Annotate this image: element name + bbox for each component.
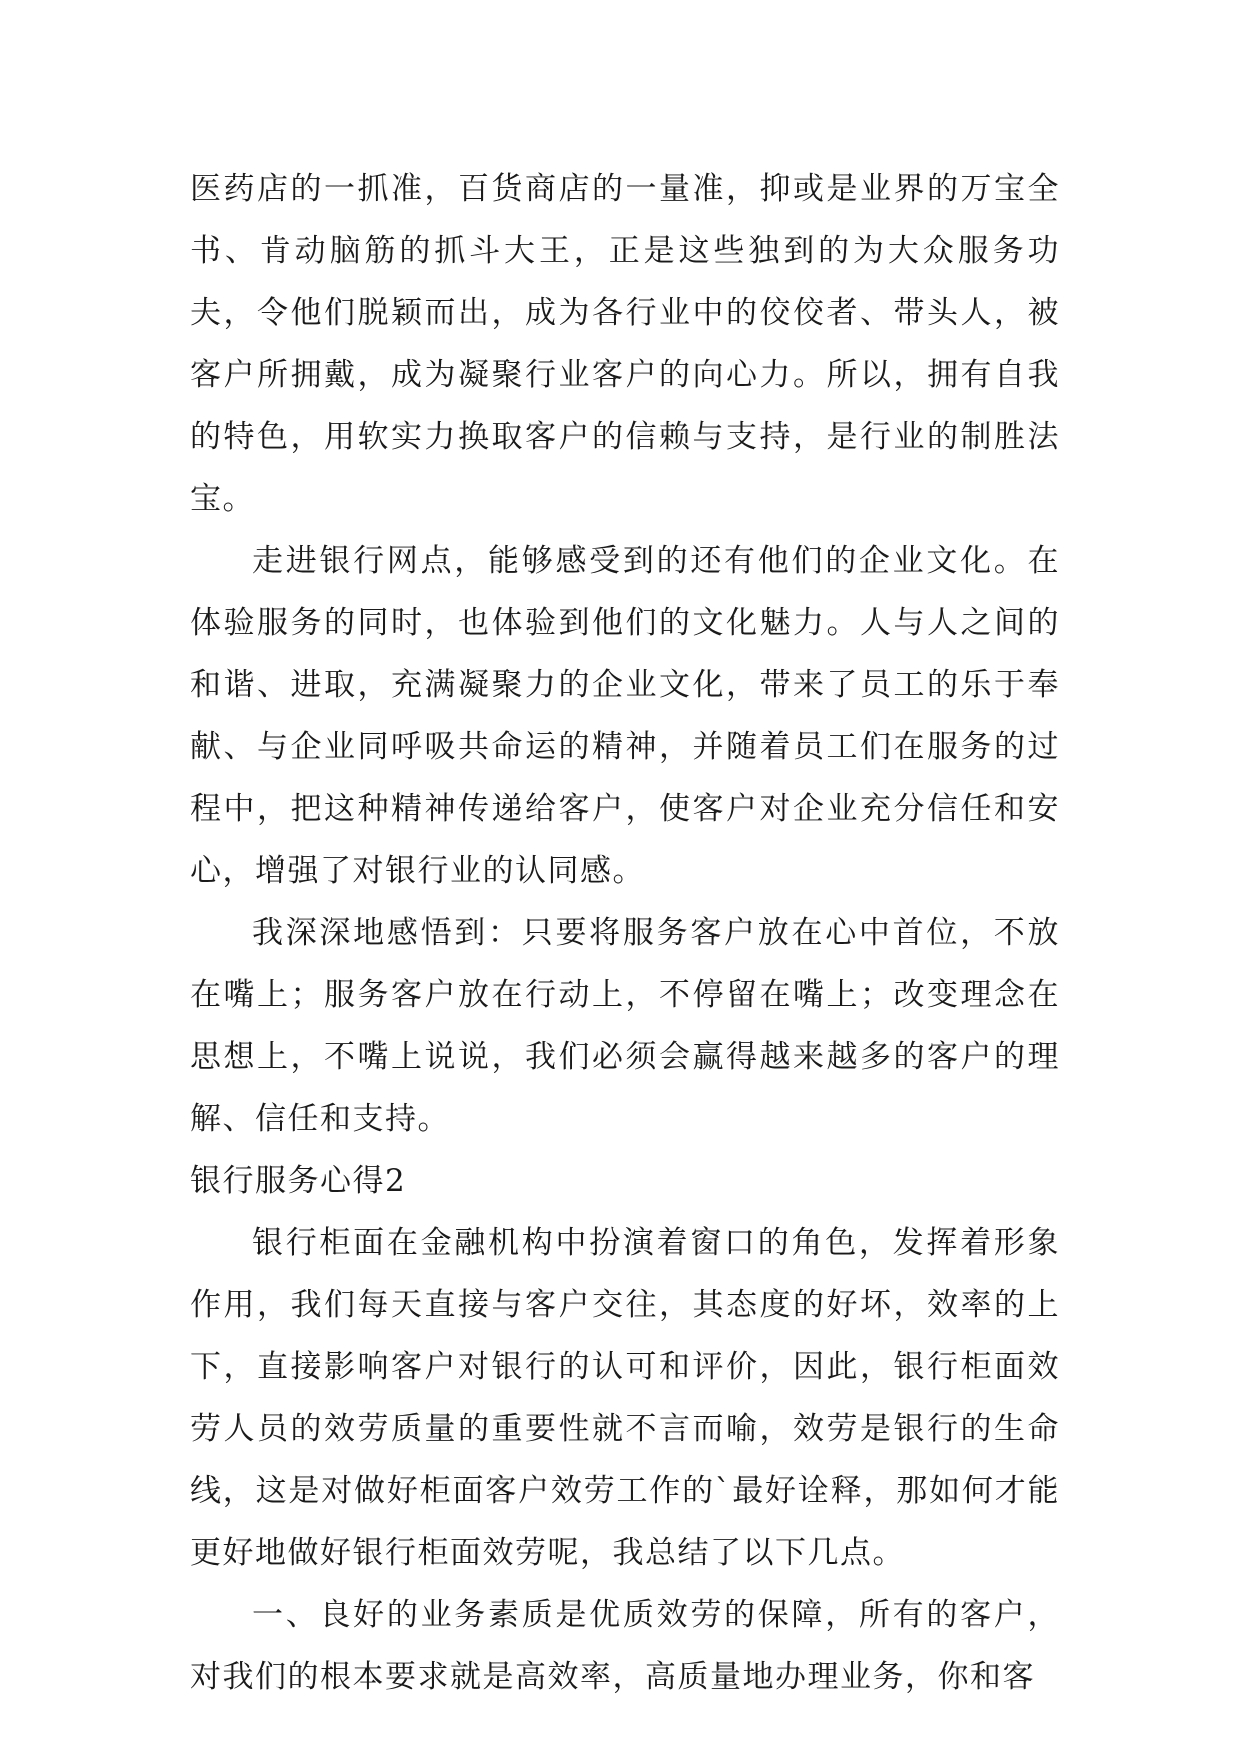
document-body [190, 158, 1060, 1708]
paragraph-5: 一、良好的业务素质是优质效劳的保障，所有的客户，对我们的根本要求就是高效率，高质量地办理业务，你和客 [190, 1597, 1060, 1695]
paragraph-4: 银行柜面在金融机构中扮演着窗口的角色，发挥着形象作用，我们每天直接与客户交往，其态度的好坏，效率的上下，直接影响客户对银行的认可和评价，因此，银行柜面效劳人员的效劳质量的重要性就不言而喻，效劳是银行的生命线，这是对做好柜面客户效劳工作的`最好诠释，那如何才能更好地做好银行柜面效劳呢，我总结了以下几点。 [190, 1225, 1060, 1571]
paragraph-3: 我深深地感悟到：只要将服务客户放在心中首位，不放在嘴上；服务客户放在行动上，不停留在嘴上；改变理念在思想上，不嘴上说说，我们必须会赢得越来越多的客户的理解、信任和支持。 [190, 915, 1060, 1137]
section-heading: 银行服务心得2 [190, 1163, 407, 1199]
paragraph-2: 走进银行网点，能够感受到的还有他们的企业文化。在体验服务的同时，也体验到他们的文化魅力。人与人之间的和谐、进取，充满凝聚力的企业文化，带来了员工的乐于奉献、与企业同呼吸共命运的精神，并随着员工们在服务的过程中，把这种精神传递给客户，使客户对企业充分信任和安心，增强了对银行业的认同感。 [190, 543, 1060, 889]
paragraph-1: 医药店的一抓准，百货商店的一量准，抑或是业界的万宝全书、肯动脑筋的抓斗大王，正是这些独到的为大众服务功夫，令他们脱颖而出，成为各行业中的佼佼者、带头人，被客户所拥戴，成为凝聚行业客户的向心力。所以，拥有自我的特色，用软实力换取客户的信赖与支持，是行业的制胜法宝。 [190, 171, 1060, 517]
